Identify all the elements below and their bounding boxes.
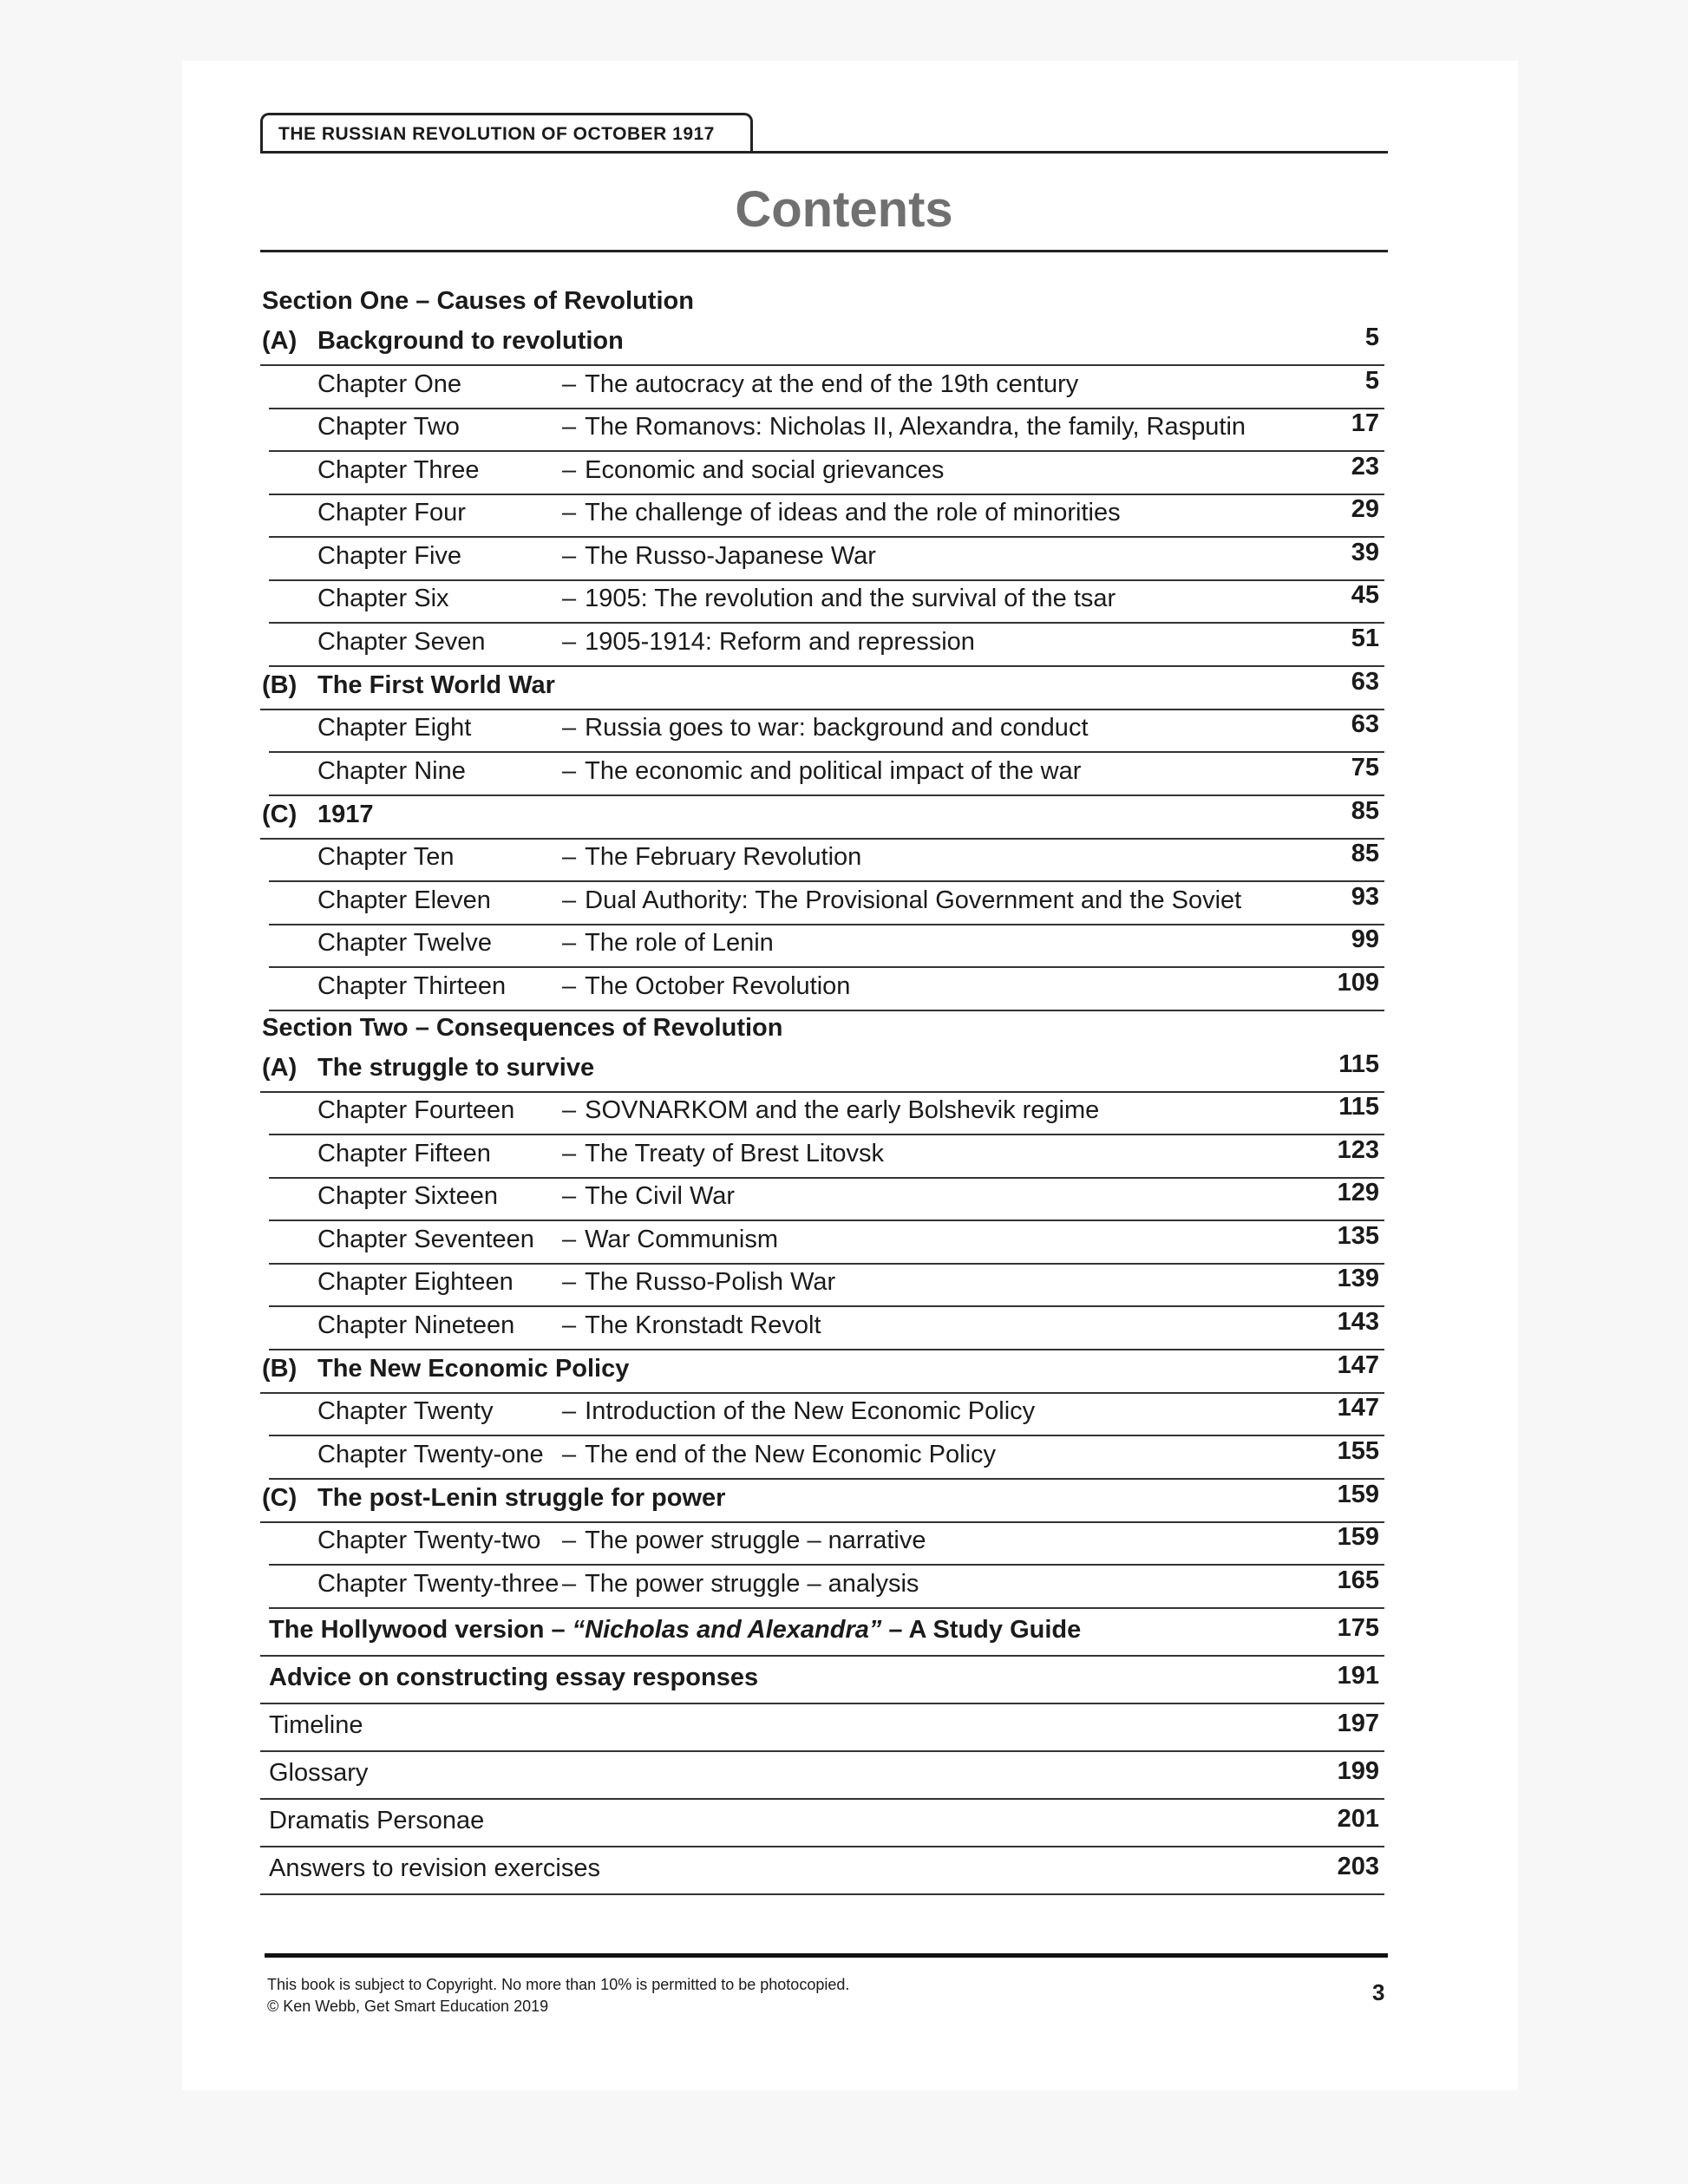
dash-separator: –: [562, 455, 577, 484]
chapter-name: Chapter One: [317, 369, 462, 398]
section-title: Section One – Causes of Revolution: [262, 287, 694, 315]
chapter-name: Chapter Three: [317, 455, 480, 484]
toc-section-heading: [260, 1011, 1384, 1049]
toc-chapter-entry[interactable]: [269, 1436, 1384, 1480]
dash-separator: –: [562, 1096, 577, 1124]
chapter-description: [562, 972, 850, 1001]
chapter-description-text: 1905: The revolution and the survival of the tsar: [585, 585, 1116, 612]
chapter-description-text: SOVNARKOM and the early Bolshevik regime: [585, 1096, 1100, 1124]
toc-chapter-entry[interactable]: [269, 1394, 1384, 1437]
toc-chapter-entry[interactable]: [269, 1523, 1384, 1566]
toc-entry-extra[interactable]: [260, 1800, 1384, 1847]
toc-chapter-entry[interactable]: [269, 624, 1384, 667]
chapter-description: [562, 1182, 735, 1211]
part-page: 63: [1351, 667, 1379, 696]
header-tab: [260, 113, 753, 153]
toc-chapter-entry[interactable]: [269, 968, 1384, 1011]
chapter-name: Chapter Eighteen: [317, 1268, 514, 1296]
chapter-description: [562, 1311, 821, 1340]
chapter-name: Chapter Ten: [317, 843, 455, 871]
toc-entry-title: Timeline: [269, 1710, 363, 1739]
toc-entry-extra[interactable]: [260, 1752, 1384, 1800]
toc-part-heading[interactable]: [260, 323, 1384, 366]
toc-entry-title: Glossary: [269, 1758, 369, 1787]
dash-separator: –: [562, 499, 577, 526]
dash-separator: –: [562, 886, 577, 914]
toc-chapter-entry[interactable]: [269, 366, 1384, 409]
dash-separator: –: [562, 843, 577, 871]
toc-chapter-entry[interactable]: [269, 452, 1384, 495]
chapter-description: [562, 370, 1078, 399]
chapter-description: [562, 1527, 926, 1555]
chapter-description-text: Russia goes to war: background and conduct: [585, 714, 1089, 742]
chapter-name: Chapter Thirteen: [317, 971, 507, 1000]
chapter-page: 45: [1351, 581, 1379, 609]
chapter-page: 159: [1337, 1523, 1379, 1551]
chapter-description-text: The Kronstadt Revolt: [585, 1311, 821, 1339]
part-letter: (C): [262, 800, 298, 828]
chapter-description-text: The power struggle – analysis: [585, 1569, 919, 1598]
toc-chapter-entry[interactable]: [269, 1135, 1384, 1179]
toc-chapter-entry[interactable]: [269, 1093, 1384, 1136]
toc-part-heading[interactable]: [260, 1480, 1384, 1523]
toc-part-heading[interactable]: [260, 667, 1384, 710]
dash-separator: –: [562, 1225, 577, 1253]
chapter-page: 5: [1364, 366, 1379, 395]
table-of-contents: [260, 284, 1384, 1895]
chapter-description: [562, 499, 1121, 527]
toc-chapter-entry[interactable]: [269, 495, 1384, 539]
chapter-name: Chapter Nineteen: [317, 1311, 515, 1339]
section-title: Section Two – Consequences of Revolution: [262, 1013, 783, 1042]
chapter-description: [562, 757, 1081, 786]
page-number: 3: [1372, 1979, 1385, 2005]
dash-separator: –: [562, 1182, 577, 1210]
toc-entry-title: Advice on constructing essay responses: [269, 1663, 759, 1691]
toc-section-heading: [260, 284, 1384, 323]
chapter-name: Chapter Seven: [317, 627, 486, 656]
toc-entry-title: Answers to revision exercises: [269, 1854, 600, 1882]
part-letter: (A): [262, 1053, 298, 1082]
chapter-description: [562, 628, 975, 657]
header-rule: [260, 151, 1388, 154]
chapter-description: [562, 456, 944, 485]
part-title: The struggle to survive: [317, 1053, 595, 1082]
dash-separator: –: [562, 929, 577, 957]
toc-chapter-entry[interactable]: [269, 753, 1384, 796]
chapter-page: 115: [1338, 1093, 1379, 1121]
part-title: The post-Lenin struggle for power: [317, 1483, 726, 1512]
chapter-page: 29: [1351, 495, 1379, 523]
chapter-name: Chapter Twelve: [317, 929, 492, 957]
chapter-name: Chapter Eight: [317, 714, 472, 742]
chapter-description: [562, 1140, 884, 1168]
chapter-description: [562, 542, 876, 571]
copyright-notice: This book is subject to Copyright. No more than 10% is permitted to be photocopied.: [267, 1976, 850, 1993]
chapter-description: [562, 1268, 835, 1297]
dash-separator: –: [562, 1440, 577, 1468]
footer-rule: [265, 1953, 1388, 1958]
chapter-page: 17: [1351, 409, 1379, 437]
dash-separator: –: [562, 971, 577, 1000]
dash-separator: –: [562, 1311, 577, 1339]
part-letter: (C): [262, 1483, 298, 1512]
chapter-name: Chapter Two: [317, 413, 460, 441]
dash-separator: –: [562, 1569, 577, 1598]
chapter-page: 123: [1337, 1135, 1379, 1164]
chapter-description-text: The Civil War: [585, 1182, 736, 1210]
chapter-page: 143: [1337, 1307, 1379, 1336]
chapter-page: 155: [1337, 1436, 1379, 1465]
chapter-name: Chapter Nine: [317, 756, 466, 785]
dash-separator: –: [562, 756, 577, 785]
chapter-description-text: The challenge of ideas and the role of minorities: [585, 499, 1121, 526]
chapter-description: [562, 1570, 919, 1599]
dash-separator: –: [562, 1139, 577, 1167]
book-title: THE RUSSIAN REVOLUTION OF OCTOBER 1917: [278, 124, 715, 144]
chapter-name: Chapter Fourteen: [317, 1096, 515, 1124]
chapter-page: 23: [1351, 452, 1379, 481]
chapter-description-text: The power struggle – narrative: [585, 1527, 926, 1554]
dash-separator: –: [562, 585, 577, 612]
toc-part-heading[interactable]: [260, 796, 1384, 840]
chapter-name: Chapter Twenty-three: [317, 1569, 559, 1598]
chapter-description: [562, 1441, 996, 1469]
part-letter: (B): [262, 1354, 298, 1383]
toc-entry-title: The Hollywood version – “Nicholas and Alexandra” – A Study Guide: [269, 1615, 1082, 1644]
title-rule: [260, 250, 1388, 252]
chapter-page: 165: [1337, 1566, 1379, 1594]
part-page: 85: [1351, 796, 1379, 825]
toc-chapter-entry[interactable]: [269, 710, 1384, 754]
chapter-description-text: The Treaty of Brest Litovsk: [585, 1139, 885, 1167]
chapter-description: [562, 1096, 1099, 1125]
part-letter: (B): [262, 670, 298, 699]
part-title: The New Economic Policy: [317, 1354, 630, 1383]
chapter-name: Chapter Eleven: [317, 886, 491, 914]
chapter-name: Chapter Four: [317, 499, 466, 526]
chapter-description-text: Economic and social grievances: [585, 455, 945, 484]
part-page: 159: [1337, 1480, 1379, 1508]
chapter-description-text: The Russo-Japanese War: [585, 541, 876, 570]
chapter-page: 139: [1337, 1265, 1379, 1292]
chapter-name: Chapter Twenty-two: [317, 1527, 541, 1554]
chapter-description: [562, 1397, 1035, 1426]
toc-chapter-entry[interactable]: [269, 409, 1384, 453]
chapter-description: [562, 929, 774, 958]
chapter-page: 109: [1337, 968, 1379, 997]
chapter-name: Chapter Seventeen: [317, 1225, 534, 1253]
toc-chapter-entry[interactable]: [269, 925, 1384, 969]
chapter-description-text: The October Revolution: [585, 971, 851, 1000]
part-page: 5: [1364, 324, 1379, 351]
toc-entry-hollywood[interactable]: [260, 1609, 1384, 1657]
toc-chapter-entry[interactable]: [269, 581, 1384, 624]
toc-chapter-entry[interactable]: [269, 882, 1384, 925]
chapter-description-text: The Romanovs: Nicholas II, Alexandra, the family, Rasputin: [585, 413, 1246, 441]
chapter-description-text: The autocracy at the end of the 19th century: [585, 369, 1079, 398]
toc-chapter-entry[interactable]: [269, 1265, 1384, 1308]
toc-entry-extra[interactable]: [260, 1657, 1384, 1704]
toc-chapter-entry[interactable]: [269, 840, 1384, 883]
toc-entry-extra[interactable]: [260, 1847, 1384, 1895]
toc-entry-page: 199: [1337, 1756, 1379, 1785]
chapter-page: 51: [1351, 624, 1379, 652]
chapter-description: [562, 843, 861, 872]
toc-chapter-entry[interactable]: [269, 1221, 1384, 1265]
chapter-page: 99: [1351, 925, 1379, 953]
toc-entry-page: 175: [1337, 1613, 1379, 1642]
chapter-page: 147: [1337, 1394, 1379, 1422]
dash-separator: –: [562, 413, 577, 441]
chapter-description: [562, 886, 1241, 915]
dash-separator: –: [562, 627, 577, 656]
chapter-name: Chapter Fifteen: [317, 1139, 491, 1167]
part-page: 147: [1337, 1350, 1379, 1379]
toc-entry-title: Dramatis Personae: [269, 1806, 485, 1834]
chapter-description-text: The role of Lenin: [585, 929, 774, 957]
chapter-name: Chapter Sixteen: [317, 1182, 498, 1210]
part-letter: (A): [262, 327, 298, 355]
dash-separator: –: [562, 369, 577, 398]
chapter-description: [562, 585, 1116, 613]
part-page: 115: [1338, 1049, 1379, 1078]
chapter-description: [562, 1226, 778, 1254]
chapter-description: [562, 413, 1246, 441]
page-title: Contents: [735, 181, 953, 238]
chapter-description-text: The end of the New Economic Policy: [585, 1440, 997, 1468]
toc-chapter-entry[interactable]: [269, 1566, 1384, 1609]
toc-chapter-entry[interactable]: [269, 1307, 1384, 1350]
chapter-description-text: The Russo-Polish War: [585, 1268, 836, 1296]
chapter-page: 39: [1351, 538, 1379, 566]
author-line: © Ken Webb, Get Smart Education 2019: [267, 1998, 549, 2015]
chapter-page: 135: [1337, 1221, 1379, 1250]
part-title: Background to revolution: [317, 327, 624, 355]
toc-chapter-entry[interactable]: [269, 538, 1384, 581]
chapter-name: Chapter Twenty: [317, 1397, 494, 1425]
toc-part-heading[interactable]: [260, 1049, 1384, 1093]
chapter-description-text: The economic and political impact of the war: [585, 756, 1082, 785]
toc-entry-page: 201: [1337, 1804, 1379, 1833]
dash-separator: –: [562, 1268, 577, 1296]
chapter-description-text: War Communism: [585, 1225, 779, 1253]
chapter-name: Chapter Five: [317, 541, 462, 570]
dash-separator: –: [562, 714, 577, 742]
chapter-page: 75: [1351, 753, 1379, 781]
chapter-description: [562, 714, 1089, 742]
chapter-page: 63: [1351, 710, 1379, 738]
dash-separator: –: [562, 541, 577, 570]
chapter-name: Chapter Six: [317, 585, 449, 612]
chapter-page: 93: [1351, 882, 1379, 911]
chapter-page: 85: [1351, 840, 1379, 867]
chapter-description-text: Dual Authority: The Provisional Government and the Soviet: [585, 886, 1242, 914]
chapter-description-text: Introduction of the New Economic Policy: [585, 1397, 1036, 1425]
toc-chapter-entry[interactable]: [269, 1179, 1384, 1222]
chapter-description-text: The February Revolution: [585, 843, 862, 871]
part-title: 1917: [317, 800, 374, 828]
toc-part-heading[interactable]: [260, 1350, 1384, 1394]
toc-entry-extra[interactable]: [260, 1704, 1384, 1752]
part-title: The First World War: [317, 670, 555, 699]
toc-entry-page: 203: [1337, 1852, 1379, 1880]
toc-entry-page: 191: [1337, 1661, 1379, 1690]
chapter-page: 129: [1337, 1179, 1379, 1206]
dash-separator: –: [562, 1397, 577, 1425]
chapter-description-text: 1905-1914: Reform and repression: [585, 627, 975, 656]
chapter-name: Chapter Twenty-one: [317, 1440, 544, 1468]
dash-separator: –: [562, 1527, 577, 1554]
toc-entry-page: 197: [1337, 1709, 1379, 1737]
